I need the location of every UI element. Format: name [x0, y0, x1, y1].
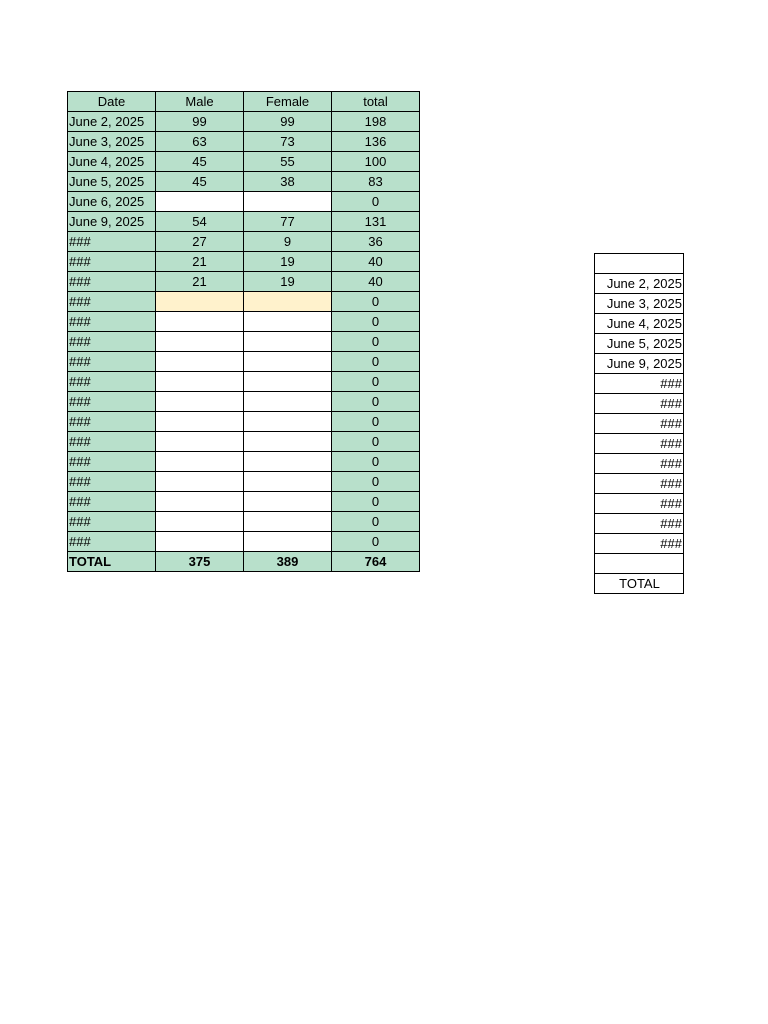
- total-cell[interactable]: 40: [332, 252, 420, 272]
- male-cell[interactable]: 54: [156, 212, 244, 232]
- date-cell[interactable]: ###: [68, 512, 156, 532]
- side-date-cell[interactable]: ###: [595, 534, 684, 554]
- male-cell[interactable]: 99: [156, 112, 244, 132]
- male-cell[interactable]: 27: [156, 232, 244, 252]
- total-cell[interactable]: 0: [332, 452, 420, 472]
- side-date-cell[interactable]: June 5, 2025: [595, 334, 684, 354]
- table-row: [68, 172, 420, 192]
- side-date-cell[interactable]: June 9, 2025: [595, 354, 684, 374]
- total-cell[interactable]: 131: [332, 212, 420, 232]
- female-cell[interactable]: [244, 192, 332, 212]
- header-date[interactable]: Date: [68, 92, 156, 112]
- male-cell[interactable]: [156, 452, 244, 472]
- table-row: [68, 412, 420, 432]
- male-cell[interactable]: [156, 352, 244, 372]
- female-cell[interactable]: [244, 472, 332, 492]
- side-date-cell[interactable]: June 4, 2025: [595, 314, 684, 334]
- table-row: [68, 312, 420, 332]
- male-cell[interactable]: 21: [156, 272, 244, 292]
- table-row: [68, 232, 420, 252]
- total-cell[interactable]: 0: [332, 192, 420, 212]
- side-row: [595, 454, 684, 474]
- total-cell[interactable]: 0: [332, 412, 420, 432]
- side-date-cell[interactable]: June 3, 2025: [595, 294, 684, 314]
- date-cell[interactable]: ###: [68, 232, 156, 252]
- total-cell[interactable]: 0: [332, 512, 420, 532]
- female-cell[interactable]: [244, 352, 332, 372]
- total-cell[interactable]: 0: [332, 492, 420, 512]
- total-cell[interactable]: 0: [332, 292, 420, 312]
- female-cell[interactable]: 19: [244, 252, 332, 272]
- table-row: [68, 252, 420, 272]
- attendance-table: [67, 91, 420, 572]
- female-cell[interactable]: [244, 332, 332, 352]
- male-cell[interactable]: [156, 512, 244, 532]
- table-row: [68, 292, 420, 312]
- table-row: [68, 192, 420, 212]
- female-cell[interactable]: 77: [244, 212, 332, 232]
- female-cell[interactable]: [244, 312, 332, 332]
- side-date-cell[interactable]: ###: [595, 514, 684, 534]
- total-cell[interactable]: 0: [332, 332, 420, 352]
- table-row: [68, 472, 420, 492]
- total-cell[interactable]: 0: [332, 432, 420, 452]
- date-cell[interactable]: June 4, 2025: [68, 152, 156, 172]
- total-row: [68, 552, 420, 572]
- total-cell[interactable]: 0: [332, 472, 420, 492]
- male-cell[interactable]: 21: [156, 252, 244, 272]
- grand-total[interactable]: 764: [332, 552, 420, 572]
- male-cell[interactable]: [156, 472, 244, 492]
- table-row: [68, 532, 420, 552]
- female-cell[interactable]: 38: [244, 172, 332, 192]
- side-date-cell[interactable]: June 2, 2025: [595, 274, 684, 294]
- date-cell[interactable]: ###: [68, 492, 156, 512]
- side-row: [595, 294, 684, 314]
- side-row: [595, 554, 684, 574]
- date-cell[interactable]: June 9, 2025: [68, 212, 156, 232]
- table-row: [68, 212, 420, 232]
- male-cell[interactable]: [156, 192, 244, 212]
- table-row: [68, 372, 420, 392]
- table-row: [68, 392, 420, 412]
- male-cell[interactable]: [156, 332, 244, 352]
- date-cell[interactable]: June 3, 2025: [68, 132, 156, 152]
- date-cell[interactable]: June 2, 2025: [68, 112, 156, 132]
- side-date-cell[interactable]: ###: [595, 434, 684, 454]
- side-row: [595, 334, 684, 354]
- side-date-cell[interactable]: ###: [595, 414, 684, 434]
- total-label[interactable]: TOTAL: [68, 552, 156, 572]
- total-male[interactable]: 375: [156, 552, 244, 572]
- male-cell[interactable]: [156, 392, 244, 412]
- date-cell[interactable]: ###: [68, 452, 156, 472]
- side-row: [595, 274, 684, 294]
- female-cell[interactable]: 9: [244, 232, 332, 252]
- side-total-label[interactable]: TOTAL: [595, 574, 684, 594]
- total-cell[interactable]: 0: [332, 312, 420, 332]
- total-cell[interactable]: 0: [332, 372, 420, 392]
- date-cell[interactable]: ###: [68, 312, 156, 332]
- side-row: [595, 354, 684, 374]
- header-total[interactable]: total: [332, 92, 420, 112]
- header-female[interactable]: Female: [244, 92, 332, 112]
- date-cell[interactable]: ###: [68, 292, 156, 312]
- date-cell[interactable]: ###: [68, 352, 156, 372]
- table-row: [68, 272, 420, 292]
- date-list-table: [594, 253, 684, 594]
- side-row: [595, 474, 684, 494]
- table-row: [68, 512, 420, 532]
- table-row: [68, 352, 420, 372]
- side-row: [595, 254, 684, 274]
- female-cell[interactable]: [244, 292, 332, 312]
- side-date-cell[interactable]: ###: [595, 374, 684, 394]
- side-row: [595, 374, 684, 394]
- date-cell[interactable]: ###: [68, 392, 156, 412]
- male-cell[interactable]: 45: [156, 152, 244, 172]
- side-row: [595, 434, 684, 454]
- date-cell[interactable]: June 5, 2025: [68, 172, 156, 192]
- total-cell[interactable]: 0: [332, 392, 420, 412]
- male-cell[interactable]: [156, 492, 244, 512]
- male-cell[interactable]: [156, 292, 244, 312]
- date-cell[interactable]: June 6, 2025: [68, 192, 156, 212]
- table-row: [68, 452, 420, 472]
- side-row: [595, 394, 684, 414]
- side-row: [595, 314, 684, 334]
- side-row: [595, 514, 684, 534]
- total-cell[interactable]: 0: [332, 352, 420, 372]
- male-cell[interactable]: [156, 412, 244, 432]
- male-cell[interactable]: [156, 432, 244, 452]
- female-cell[interactable]: 19: [244, 272, 332, 292]
- date-cell[interactable]: ###: [68, 532, 156, 552]
- female-cell[interactable]: [244, 392, 332, 412]
- table-row: [68, 332, 420, 352]
- total-cell[interactable]: 36: [332, 232, 420, 252]
- female-cell[interactable]: [244, 412, 332, 432]
- header-row: [68, 92, 420, 112]
- side-total-row: [595, 574, 684, 594]
- female-cell[interactable]: [244, 432, 332, 452]
- female-cell[interactable]: 99: [244, 112, 332, 132]
- date-cell[interactable]: ###: [68, 432, 156, 452]
- total-female[interactable]: 389: [244, 552, 332, 572]
- table-row: [68, 132, 420, 152]
- header-male[interactable]: Male: [156, 92, 244, 112]
- female-cell[interactable]: [244, 512, 332, 532]
- female-cell[interactable]: 55: [244, 152, 332, 172]
- table-row: [68, 492, 420, 512]
- total-cell[interactable]: 136: [332, 132, 420, 152]
- male-cell[interactable]: [156, 372, 244, 392]
- side-row: [595, 494, 684, 514]
- side-date-cell[interactable]: ###: [595, 494, 684, 514]
- date-cell[interactable]: ###: [68, 472, 156, 492]
- side-date-cell[interactable]: ###: [595, 454, 684, 474]
- female-cell[interactable]: [244, 532, 332, 552]
- female-cell[interactable]: [244, 452, 332, 472]
- female-cell[interactable]: [244, 492, 332, 512]
- total-cell[interactable]: 100: [332, 152, 420, 172]
- side-row: [595, 414, 684, 434]
- side-date-cell[interactable]: ###: [595, 474, 684, 494]
- date-cell[interactable]: ###: [68, 252, 156, 272]
- male-cell[interactable]: 63: [156, 132, 244, 152]
- female-cell[interactable]: [244, 372, 332, 392]
- table-row: [68, 432, 420, 452]
- total-cell[interactable]: 83: [332, 172, 420, 192]
- date-cell[interactable]: ###: [68, 332, 156, 352]
- male-cell[interactable]: [156, 312, 244, 332]
- table-row: [68, 152, 420, 172]
- side-date-cell[interactable]: ###: [595, 394, 684, 414]
- side-date-cell[interactable]: [595, 554, 684, 574]
- table-row: [68, 112, 420, 132]
- total-cell[interactable]: 0: [332, 532, 420, 552]
- female-cell[interactable]: 73: [244, 132, 332, 152]
- male-cell[interactable]: [156, 532, 244, 552]
- total-cell[interactable]: 40: [332, 272, 420, 292]
- date-cell[interactable]: ###: [68, 412, 156, 432]
- date-cell[interactable]: ###: [68, 372, 156, 392]
- side-row: [595, 534, 684, 554]
- side-date-cell[interactable]: [595, 254, 684, 274]
- date-cell[interactable]: ###: [68, 272, 156, 292]
- male-cell[interactable]: 45: [156, 172, 244, 192]
- total-cell[interactable]: 198: [332, 112, 420, 132]
